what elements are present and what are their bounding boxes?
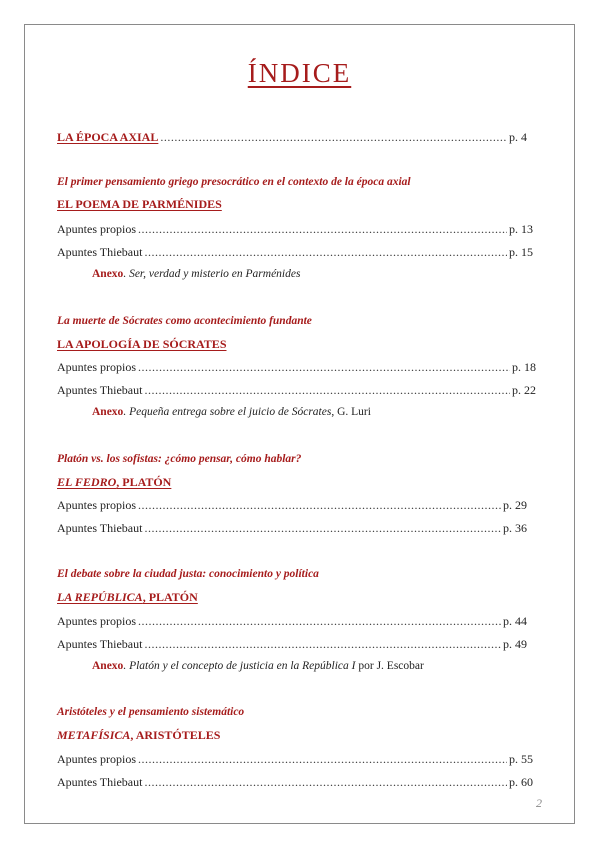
toc-entry-label: Apuntes propios — [57, 498, 136, 512]
section-work-title — [57, 590, 198, 605]
section-subtitle: La muerte de Sócrates como acontecimiento fundante — [57, 315, 312, 327]
toc-page-number: p. 13 — [509, 222, 533, 236]
toc-page-number: p. 18 — [512, 360, 536, 374]
dot-leader — [138, 752, 507, 767]
dot-leader — [160, 130, 507, 145]
annex-label: Anexo — [92, 660, 124, 672]
toc-page-number: p. 55 — [509, 752, 533, 766]
work-title-rest: , ARISTÓTELES — [130, 728, 221, 742]
work-title-italic: EL FEDRO — [57, 475, 117, 489]
toc-entry-label: Apuntes Thiebaut — [57, 521, 143, 535]
dot-leader — [144, 637, 501, 652]
section-subtitle: Platón vs. los sofistas: ¿cómo pensar, cómo hablar? — [57, 453, 302, 465]
dot-leader — [138, 360, 510, 375]
toc-page-number: p. 60 — [509, 775, 533, 789]
section-work-title — [57, 197, 222, 212]
section-work-title — [57, 337, 227, 352]
dot-leader — [144, 775, 507, 790]
toc-entry[interactable] — [57, 614, 527, 629]
toc-page-number: p. 29 — [503, 498, 527, 512]
toc-entry-label: Apuntes Thiebaut — [57, 383, 143, 397]
section-subtitle: El primer pensamiento griego presocrático en el contexto de la época axial — [57, 176, 411, 188]
dot-leader — [138, 498, 501, 513]
section-subtitle: Aristóteles y el pensamiento sistemático — [57, 706, 245, 718]
work-title-rest: EL POEMA DE PARMÉNIDES — [57, 197, 222, 211]
toc-entry[interactable] — [57, 775, 533, 790]
toc-entry[interactable] — [57, 245, 533, 260]
dot-leader — [144, 245, 507, 260]
toc-page-number: p. 36 — [503, 521, 527, 535]
section-work-title — [57, 475, 171, 490]
toc-entry-label: Apuntes Thiebaut — [57, 637, 143, 651]
work-title-italic: METAFÍSICA — [57, 728, 131, 742]
annex-author: , G. Luri — [331, 406, 371, 418]
work-title-rest: LA APOLOGÍA DE SÓCRATES — [57, 337, 227, 351]
toc-entry[interactable] — [57, 637, 527, 652]
toc-entry[interactable] — [57, 222, 533, 237]
toc-entry-label: Apuntes Thiebaut — [57, 245, 143, 259]
dot-leader — [144, 383, 510, 398]
toc-entry[interactable] — [57, 383, 536, 398]
annex-title: . Pequeña entrega sobre el juicio de Sócrates — [123, 406, 332, 418]
annex-title: . Ser, verdad y misterio en Parménides — [123, 268, 301, 280]
section-subtitle: El debate sobre la ciudad justa: conocimiento y política — [57, 568, 319, 580]
work-title-rest: , PLATÓN — [116, 475, 172, 489]
toc-entry[interactable] — [57, 360, 536, 375]
toc-entry-label: Apuntes propios — [57, 614, 136, 628]
section-work-title — [57, 728, 220, 743]
annex-entry[interactable] — [92, 406, 371, 418]
toc-entry-label: Apuntes propios — [57, 752, 136, 766]
annex-label: Anexo — [92, 268, 124, 280]
toc-page-number: p. 4 — [509, 130, 527, 144]
toc-entry[interactable] — [57, 498, 527, 513]
annex-entry[interactable] — [92, 660, 424, 672]
work-title-rest: , PLATÓN — [142, 590, 198, 604]
dot-leader — [138, 222, 507, 237]
dot-leader — [138, 614, 501, 629]
toc-entry-axial[interactable] — [57, 130, 527, 145]
page-title: ÍNDICE — [247, 58, 352, 88]
toc-entry-label: Apuntes Thiebaut — [57, 775, 143, 789]
toc-entry[interactable] — [57, 521, 527, 536]
toc-entry[interactable] — [57, 752, 533, 767]
toc-entry-label: LA ÉPOCA AXIAL — [57, 130, 159, 144]
toc-page-number: p. 49 — [503, 637, 527, 651]
toc-page-number: p. 15 — [509, 245, 533, 259]
toc-page-number: p. 22 — [512, 383, 536, 397]
work-title-italic: LA REPÚBLICA — [57, 590, 143, 604]
page-number: 2 — [536, 796, 542, 810]
annex-author: por J. Escobar — [355, 660, 424, 672]
toc-entry-label: Apuntes propios — [57, 222, 136, 236]
toc-entry-label: Apuntes propios — [57, 360, 136, 374]
annex-label: Anexo — [92, 406, 124, 418]
annex-title: . Platón y el concepto de justicia en la República I — [123, 660, 356, 672]
annex-entry[interactable] — [92, 268, 300, 280]
toc-page-number: p. 44 — [503, 614, 527, 628]
dot-leader — [144, 521, 501, 536]
